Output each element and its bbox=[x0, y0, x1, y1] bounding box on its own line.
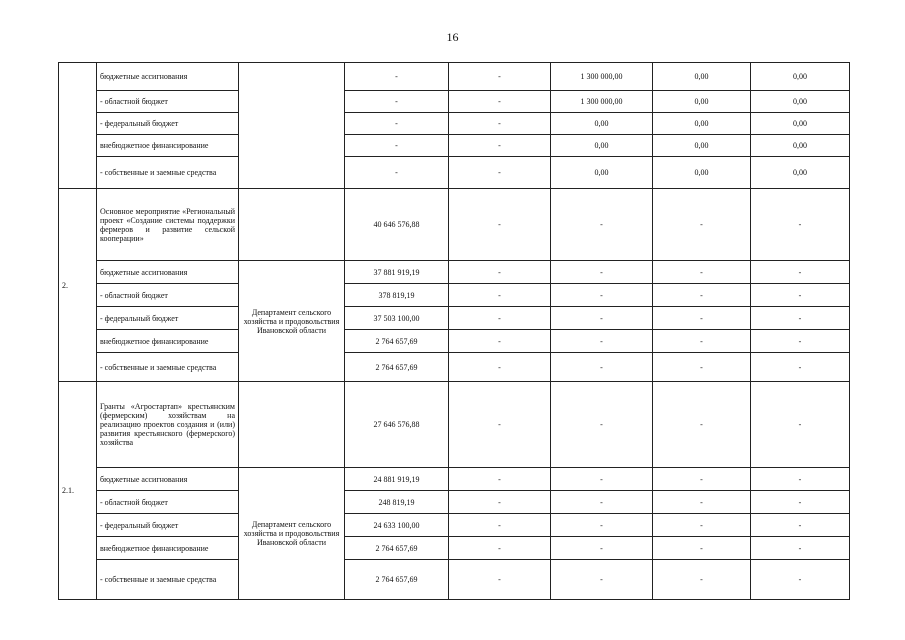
value-cell: - bbox=[751, 537, 850, 560]
page-number: 16 bbox=[446, 30, 459, 44]
item-number-cell: 2. bbox=[59, 189, 97, 382]
value-cell: - bbox=[551, 537, 653, 560]
value-cell: - bbox=[653, 189, 751, 261]
table-row bbox=[59, 189, 850, 261]
value-cell: 0,00 bbox=[551, 135, 653, 157]
budget-table bbox=[58, 62, 850, 600]
value-cell: - bbox=[449, 189, 551, 261]
value-cell: - bbox=[449, 157, 551, 189]
value-cell: - bbox=[551, 261, 653, 284]
table-row bbox=[59, 537, 850, 560]
value-cell: - bbox=[551, 560, 653, 600]
value-cell: - bbox=[751, 491, 850, 514]
item-number-cell: 2.1. bbox=[59, 382, 97, 600]
value-cell: - bbox=[345, 63, 449, 91]
table-row bbox=[59, 491, 850, 514]
value-cell: 0,00 bbox=[751, 135, 850, 157]
table-row bbox=[59, 468, 850, 491]
value-cell: - bbox=[449, 353, 551, 382]
row-label-cell: - федеральный бюджет bbox=[97, 113, 239, 135]
value-cell: 24 633 100,00 bbox=[345, 514, 449, 537]
value-cell: - bbox=[345, 113, 449, 135]
table-row bbox=[59, 261, 850, 284]
value-cell: - bbox=[449, 91, 551, 113]
value-cell: 2 764 657,69 bbox=[345, 560, 449, 600]
value-cell: - bbox=[653, 537, 751, 560]
value-cell: - bbox=[551, 468, 653, 491]
value-cell: - bbox=[653, 353, 751, 382]
value-cell: - bbox=[551, 353, 653, 382]
value-cell: - bbox=[653, 330, 751, 353]
value-cell: 2 764 657,69 bbox=[345, 353, 449, 382]
value-cell: - bbox=[345, 157, 449, 189]
value-cell: 40 646 576,88 bbox=[345, 189, 449, 261]
value-cell: 0,00 bbox=[653, 91, 751, 113]
value-cell: 2 764 657,69 bbox=[345, 330, 449, 353]
value-cell: - bbox=[751, 560, 850, 600]
value-cell: - bbox=[653, 560, 751, 600]
value-cell: 378 819,19 bbox=[345, 284, 449, 307]
value-cell: 0,00 bbox=[653, 157, 751, 189]
value-cell: - bbox=[551, 382, 653, 468]
value-cell: 0,00 bbox=[751, 91, 850, 113]
row-label-cell: внебюджетное финансирование bbox=[97, 330, 239, 353]
value-cell: - bbox=[751, 189, 850, 261]
value-cell: 1 300 000,00 bbox=[551, 91, 653, 113]
value-cell: - bbox=[551, 189, 653, 261]
value-cell: - bbox=[751, 382, 850, 468]
value-cell: 0,00 bbox=[653, 113, 751, 135]
item-number-cell bbox=[59, 63, 97, 189]
row-label-cell: - федеральный бюджет bbox=[97, 514, 239, 537]
value-cell: - bbox=[653, 382, 751, 468]
value-cell: - bbox=[653, 307, 751, 330]
value-cell: 24 881 919,19 bbox=[345, 468, 449, 491]
table-row bbox=[59, 63, 850, 91]
value-cell: 0,00 bbox=[653, 63, 751, 91]
executor-cell: Департамент сельского хозяйства и продовольствия Ивановской области bbox=[239, 468, 345, 600]
value-cell: - bbox=[551, 330, 653, 353]
value-cell: - bbox=[653, 284, 751, 307]
value-cell: - bbox=[449, 307, 551, 330]
value-cell: 0,00 bbox=[751, 157, 850, 189]
row-label-cell: - федеральный бюджет bbox=[97, 307, 239, 330]
row-label-cell: - областной бюджет bbox=[97, 91, 239, 113]
value-cell: - bbox=[449, 63, 551, 91]
budget-table-body bbox=[59, 63, 850, 600]
table-row bbox=[59, 307, 850, 330]
row-label-cell: - областной бюджет bbox=[97, 491, 239, 514]
value-cell: - bbox=[449, 113, 551, 135]
value-cell: 1 300 000,00 bbox=[551, 63, 653, 91]
table-row bbox=[59, 330, 850, 353]
value-cell: 37 881 919,19 bbox=[345, 261, 449, 284]
value-cell: - bbox=[449, 261, 551, 284]
value-cell: - bbox=[751, 468, 850, 491]
table-row bbox=[59, 560, 850, 600]
row-label-cell: бюджетные ассигнования bbox=[97, 63, 239, 91]
executor-cell bbox=[239, 63, 345, 189]
table-row bbox=[59, 353, 850, 382]
value-cell: - bbox=[751, 514, 850, 537]
value-cell: - bbox=[653, 261, 751, 284]
table-row bbox=[59, 135, 850, 157]
value-cell: 37 503 100,00 bbox=[345, 307, 449, 330]
table-row bbox=[59, 157, 850, 189]
value-cell: - bbox=[751, 261, 850, 284]
value-cell: - bbox=[653, 468, 751, 491]
table-row bbox=[59, 284, 850, 307]
value-cell: - bbox=[751, 330, 850, 353]
row-label-cell: - собственные и заемные средства bbox=[97, 353, 239, 382]
value-cell: 0,00 bbox=[551, 157, 653, 189]
value-cell: - bbox=[751, 284, 850, 307]
value-cell: - bbox=[449, 514, 551, 537]
executor-blank-cell bbox=[239, 189, 345, 261]
value-cell: - bbox=[653, 491, 751, 514]
value-cell: - bbox=[551, 307, 653, 330]
row-label-cell: бюджетные ассигнования bbox=[97, 261, 239, 284]
value-cell: - bbox=[449, 382, 551, 468]
value-cell: - bbox=[653, 514, 751, 537]
value-cell: - bbox=[551, 514, 653, 537]
value-cell: - bbox=[449, 468, 551, 491]
row-label-cell: бюджетные ассигнования bbox=[97, 468, 239, 491]
table-row bbox=[59, 382, 850, 468]
value-cell: 0,00 bbox=[751, 113, 850, 135]
value-cell: 248 819,19 bbox=[345, 491, 449, 514]
value-cell: - bbox=[449, 537, 551, 560]
value-cell: - bbox=[449, 560, 551, 600]
value-cell: - bbox=[551, 284, 653, 307]
row-label-cell: Гранты «Агростартап» крестьянским (фермерским) хозяйствам на реализацию проектов создания и (или) развития крестьянского (фермерского) хозяйства bbox=[97, 382, 239, 468]
value-cell: - bbox=[345, 135, 449, 157]
row-label-cell: внебюджетное финансирование bbox=[97, 537, 239, 560]
row-label-cell: - собственные и заемные средства bbox=[97, 157, 239, 189]
value-cell: 0,00 bbox=[653, 135, 751, 157]
executor-cell: Департамент сельского хозяйства и продовольствия Ивановской области bbox=[239, 261, 345, 382]
value-cell: - bbox=[751, 307, 850, 330]
value-cell: - bbox=[449, 284, 551, 307]
value-cell: - bbox=[449, 330, 551, 353]
table-row bbox=[59, 514, 850, 537]
value-cell: - bbox=[345, 91, 449, 113]
row-label-cell: - областной бюджет bbox=[97, 284, 239, 307]
value-cell: - bbox=[449, 135, 551, 157]
row-label-cell: внебюджетное финансирование bbox=[97, 135, 239, 157]
value-cell: - bbox=[551, 491, 653, 514]
table-row bbox=[59, 91, 850, 113]
value-cell: 27 646 576,88 bbox=[345, 382, 449, 468]
table-row bbox=[59, 113, 850, 135]
value-cell: - bbox=[449, 491, 551, 514]
value-cell: - bbox=[751, 353, 850, 382]
row-label-cell: - собственные и заемные средства bbox=[97, 560, 239, 600]
value-cell: 0,00 bbox=[551, 113, 653, 135]
executor-blank-cell bbox=[239, 382, 345, 468]
row-label-cell: Основное мероприятие «Региональный проект «Создание системы поддержки фермеров и развитие сельской кооперации» bbox=[97, 189, 239, 261]
value-cell: 2 764 657,69 bbox=[345, 537, 449, 560]
value-cell: 0,00 bbox=[751, 63, 850, 91]
